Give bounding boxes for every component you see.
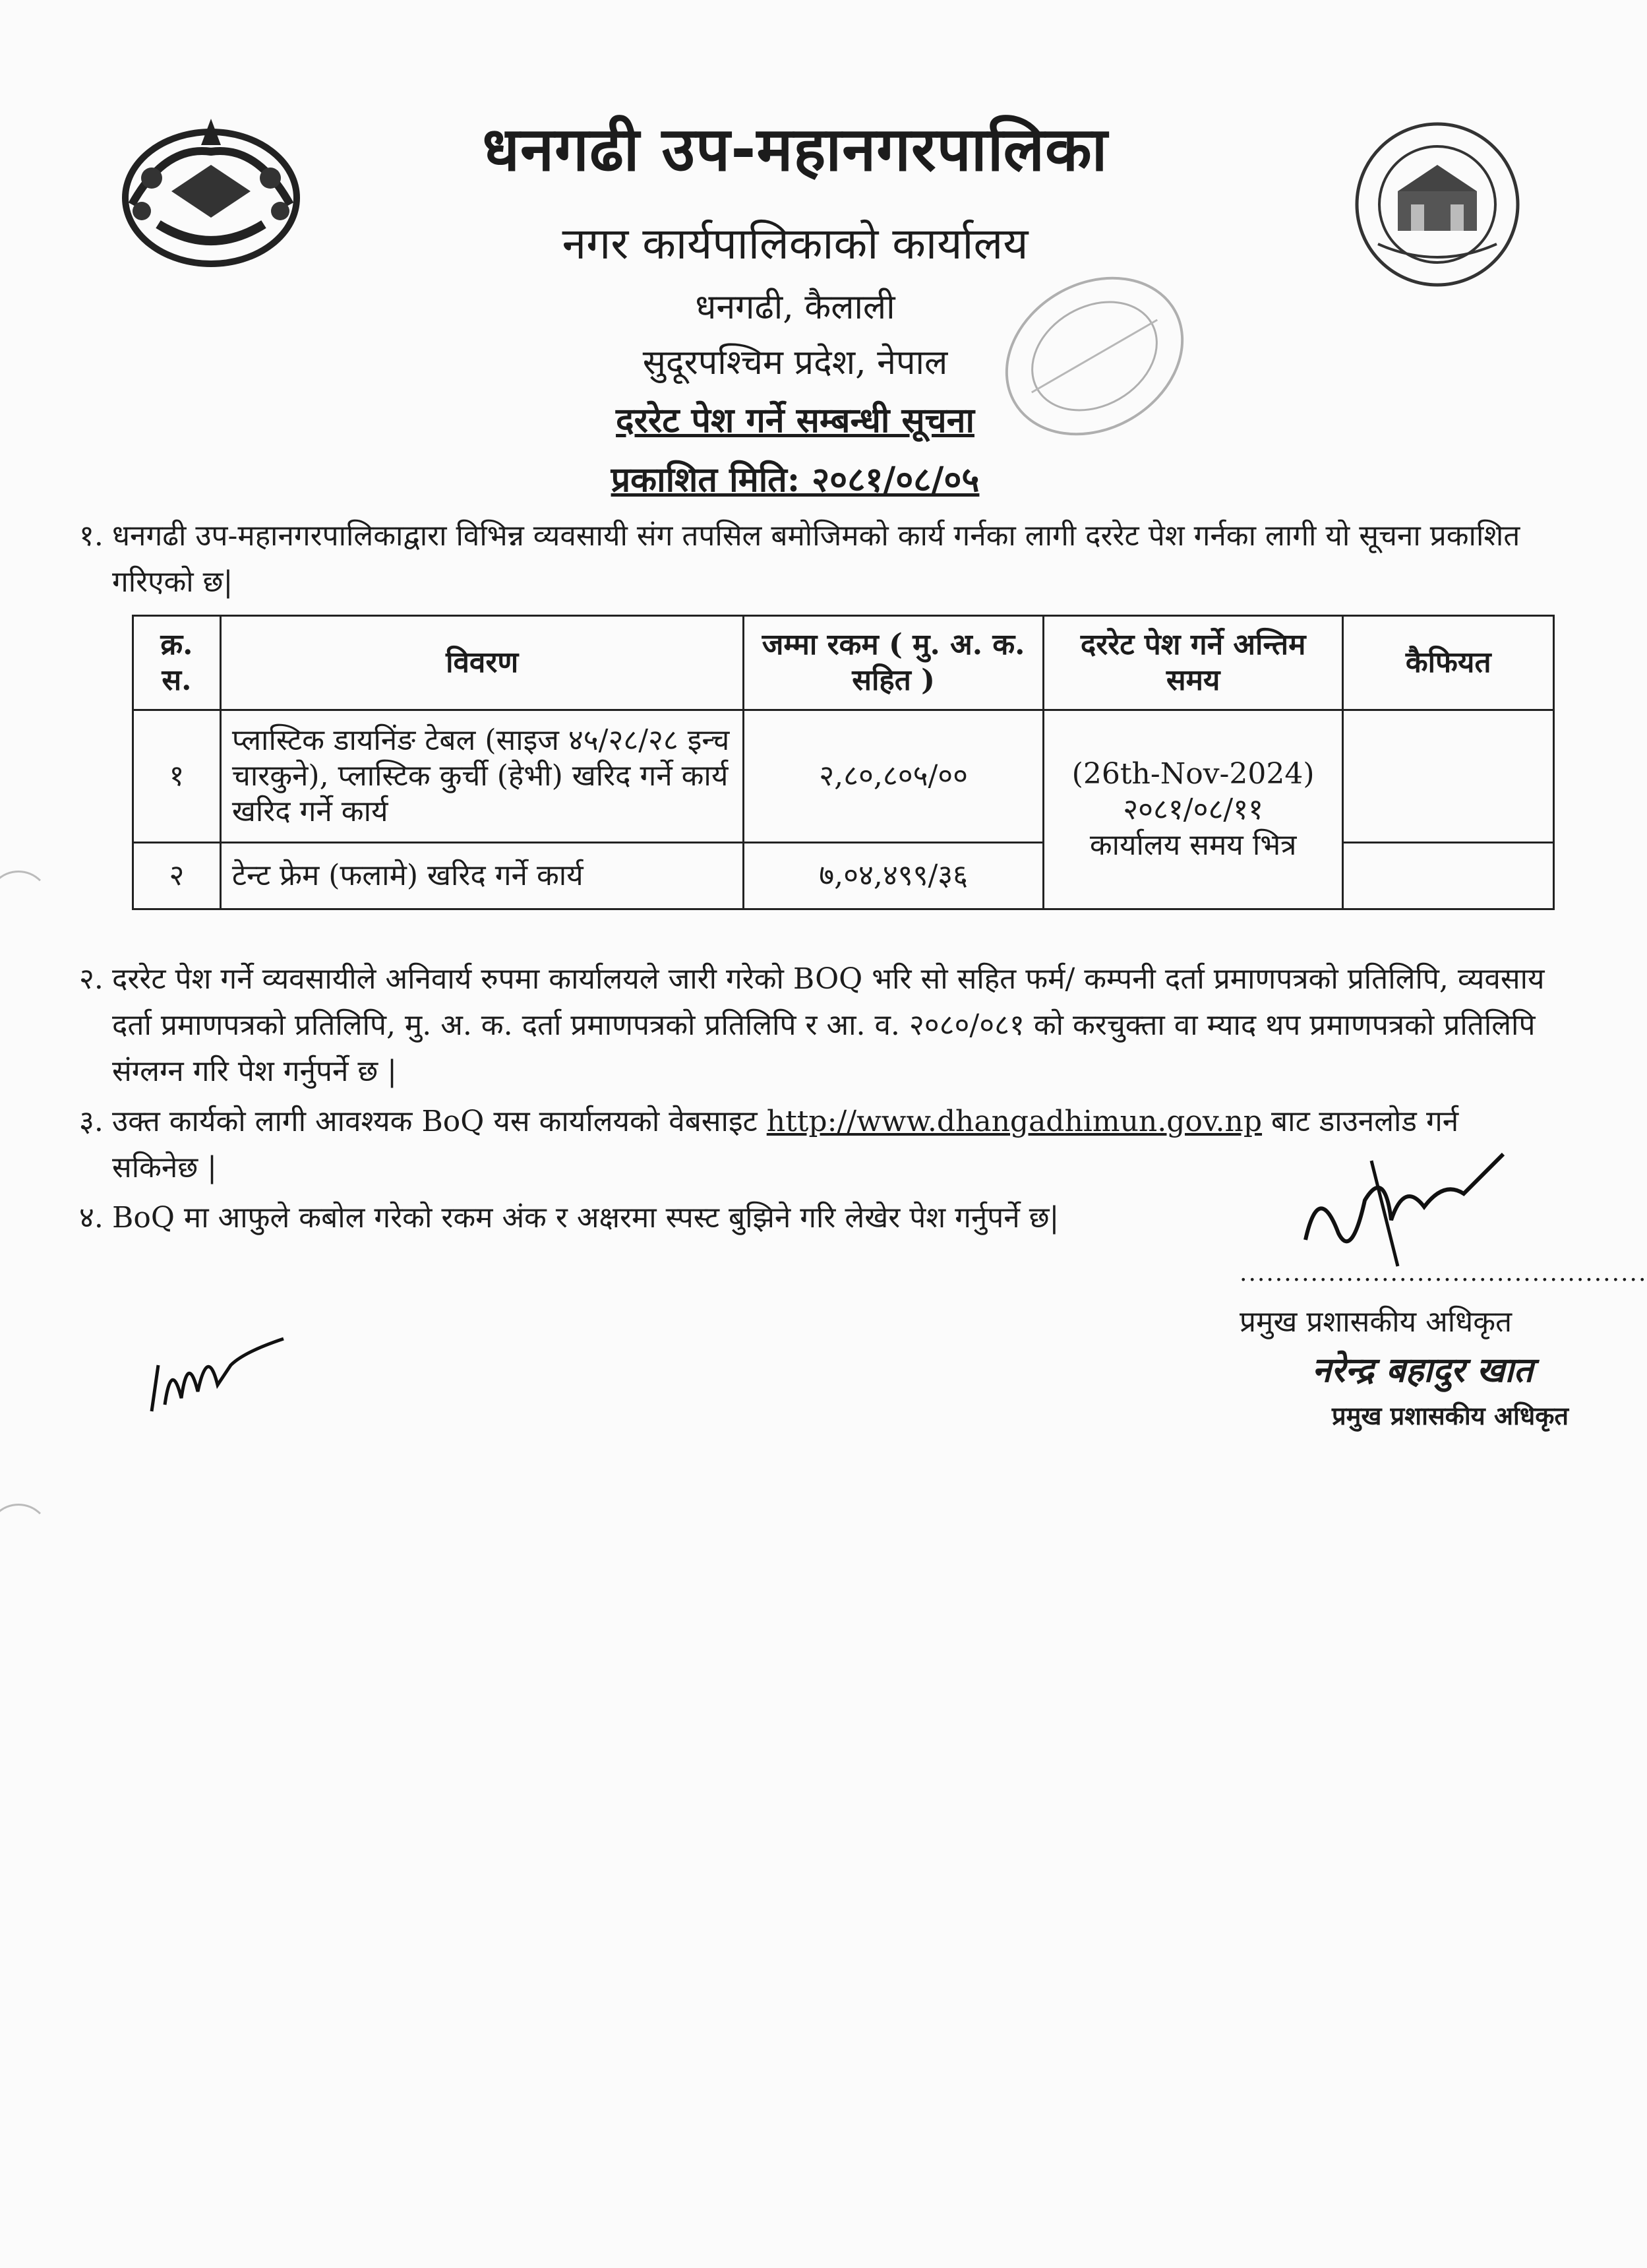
paragraph-text: दररेट पेश गर्ने व्यवसायीले अनिवार्य रुपमा कार्यालयले जारी गरेको BOQ भरि सो सहित फर्म/ कम्पनी दर्ता प्रमाणपत्रको प्रतिलिपि, व्यवसाय दर्ता प्रमाणपत्रको प्रतिलिपि, मु. अ. क. दर्ता प्रमाणपत्रको प्रतिलिपि र आ. व. २०८०/०८१ को करचुक्ता वा म्याद थप प्रमाणपत्रको प्रतिलिपि संग्लग्न गरि पेश गर्नुपर्ने छ |: [112, 962, 1545, 1088]
deadline-english: (26th-Nov-2024): [1071, 756, 1315, 791]
notice-title: दररेट पेश गर्ने सम्बन्धी सूचना: [616, 400, 974, 441]
paragraph-number: २.: [79, 962, 104, 996]
header-remarks: कैफियत: [1343, 616, 1554, 710]
paragraph-text: धनगढी उप-महानगरपालिकाद्वारा विभिन्न व्यवसायी संग तपसिल बमोजिमको कार्य गर्नका लागी दररेट पेश गर्नका लागी यो सूचना प्रकाशित गरिएको छ|: [112, 519, 1520, 599]
cell-remarks: [1343, 843, 1554, 909]
deadline-note: कार्यालय समय भित्र: [1089, 828, 1297, 862]
office-location: धनगढी, कैलाली: [695, 288, 895, 327]
cell-amount: ७,०४,४९९/३६: [744, 843, 1044, 909]
punch-hole-icon: [0, 871, 50, 934]
cell-description: टेन्ट फ्रेम (फलामे) खरिद गर्ने कार्य: [220, 843, 744, 909]
paragraph-text: BoQ मा आफुले कबोल गरेको रकम अंक र अक्षरमा स्पस्ट बुझिने गरि लेखेर पेश गर्नुपर्ने छ|: [112, 1201, 1060, 1235]
table-row: [133, 710, 1554, 843]
header-deadline: दररेट पेश गर्ने अन्तिम समय: [1043, 616, 1342, 710]
cell-deadline: [1043, 710, 1342, 909]
table-header-row: [133, 616, 1554, 710]
header-amount: जम्मा रकम ( मु. अ. क. सहित ): [744, 616, 1044, 710]
deadline-nepali: २०८१/०८/११: [1123, 792, 1263, 826]
paragraph-number: ३.: [79, 1105, 104, 1138]
cell-amount: २,८०,८०५/००: [744, 710, 1044, 843]
rate-table: [132, 615, 1555, 910]
paragraph-text: बाट डाउनलोड गर्न सकिनेछ |: [112, 1105, 1459, 1184]
paragraph-number: ४.: [79, 1201, 104, 1235]
office-province: सुदूरपश्चिम प्रदेश, नेपाल: [642, 343, 948, 383]
signatory-title: प्रमुख प्रशासकीय अधिकृत: [1240, 1305, 1512, 1339]
cell-description: प्लास्टिक डायनिंङ टेबल (साइज ४५/२८/२८ इन्च चारकुने), प्लास्टिक कुर्ची (हेभी) खरिद गर्ने कार्य खरिद गर्ने कार्य: [220, 710, 744, 843]
cell-serial: २: [133, 843, 221, 909]
cell-serial: १: [133, 710, 221, 843]
paragraph-2: [79, 956, 1549, 1095]
website-link[interactable]: http://www.dhangadhimun.gov.np: [766, 1105, 1263, 1138]
handwritten-signature-icon: [1292, 1141, 1516, 1273]
published-date: प्रकाशित मिति: २०८१/०८/०५: [611, 460, 980, 500]
header-serial: क्र. स.: [133, 616, 221, 710]
paragraph-number: १.: [79, 519, 104, 553]
municipality-title: धनगढी उप-महानगरपालिका: [482, 114, 1108, 185]
punch-hole-icon: [0, 1504, 50, 1567]
paragraph-text: उक्त कार्यको लागी आवश्यक BoQ यस कार्यालयको वेबसाइट: [112, 1105, 758, 1138]
signature-line: ..............................................: [1240, 1260, 1647, 1287]
signatory-name-stamp: नरेन्द्र बहादुर खात: [1312, 1350, 1534, 1390]
signatory-name-stamp-title: प्रमुख प्रशासकीय अधिकृत: [1332, 1401, 1569, 1430]
header-description: विवरण: [220, 616, 744, 710]
paragraph-1: [79, 513, 1549, 605]
office-name: नगर कार्यपालिकाको कार्यालय: [562, 218, 1029, 269]
cell-remarks: [1343, 710, 1554, 843]
handwritten-initials-icon: [145, 1326, 290, 1425]
